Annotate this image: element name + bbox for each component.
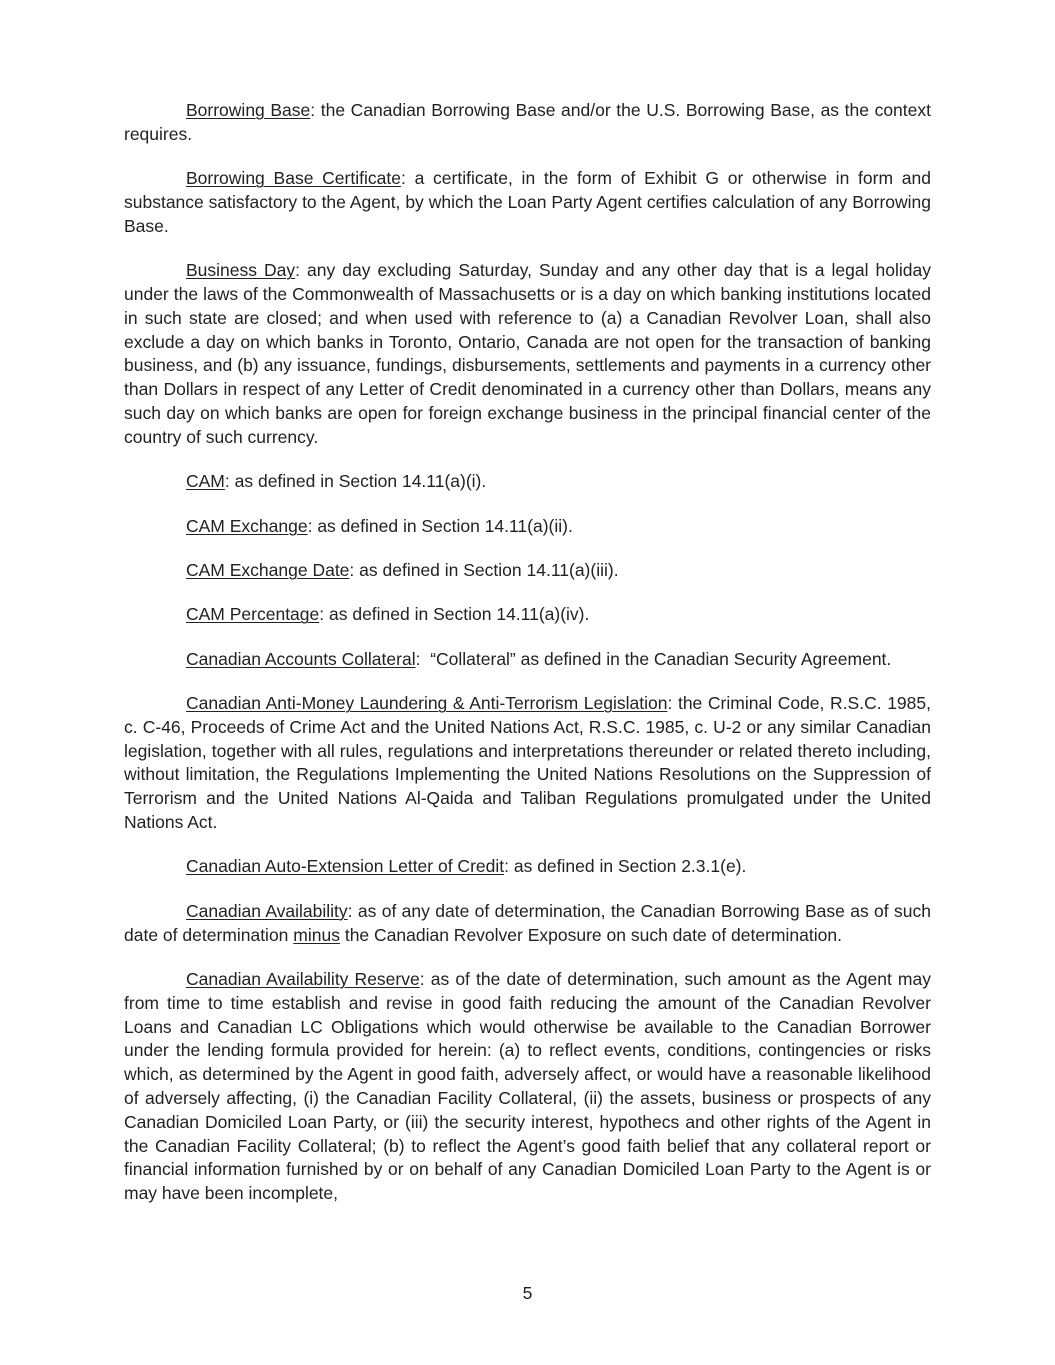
term-separator: : [295, 260, 308, 281]
definition-canadian-availability [124, 900, 931, 948]
term-separator: : [419, 969, 431, 990]
defined-term: Canadian Availability Reserve [186, 969, 420, 990]
term-separator: : [667, 693, 678, 714]
definition-text: as defined in Section 14.11(a)(i). [234, 471, 487, 492]
definition-canadian-availability-reserve [124, 968, 931, 1206]
definition-borrowing-base [124, 99, 931, 147]
definition-borrowing-base-certificate [124, 167, 931, 238]
definition-canadian-aml-legislation [124, 692, 931, 835]
term-separator: : [415, 648, 431, 669]
defined-term: CAM [186, 471, 225, 492]
defined-term: Borrowing Base [186, 100, 311, 120]
defined-term: Canadian Auto-Extension Letter of Credit [186, 856, 505, 877]
term-separator: : [504, 856, 514, 877]
definition-canadian-auto-extension-loc [124, 855, 931, 879]
definition-text: a certificate, in the form of Exhibit G or otherwise in form and substance satisfactory to the Agent, by which the Loan Party Agent certifies calculation of any Borrowing Base. [124, 168, 931, 236]
definition-text: as defined in Section 14.11(a)(iv). [329, 604, 590, 625]
term-separator: : [310, 100, 321, 120]
definition-cam-percentage [124, 603, 931, 627]
definition-canadian-accounts-collateral [124, 648, 931, 672]
definition-text: “Collateral” as defined in the Canadian Security Agreement. [430, 648, 892, 669]
defined-term: CAM Percentage [186, 604, 320, 625]
definition-text: the Criminal Code, R.S.C. 1985, c. C-46, Proceeds of Crime Act and the United Nations Act, R.S.C. 1985, c. U-2 or any similar Canadian legislation, together with all rules, regulations and interpretations thereunder or related thereto including, without limitation, the Regulations Implementing the United Nations Resolutions on the Suppression of Terrorism and the United Nations Al-Qaida and Taliban Regulations promulgated under the United Nations Act. [124, 693, 931, 833]
definition-cam-exchange-date [124, 559, 931, 583]
definition-text: any day excluding Saturday, Sunday and any other day that is a legal holiday under the laws of the Commonwealth of Massachusetts or is a day on which banking institutions located in such state are closed; and when used with reference to (a) a Canadian Revolver Loan, shall also exclude a day on which banks in Toronto, Ontario, Canada are not open for the transaction of banking business, and (b) any issuance, fundings, disbursements, settlements and payments in a currency other than Dollars in respect of any Letter of Credit denominated in a currency other than Dollars, means any such day on which banks are open for foreign exchange business in the principal financial center of the country of such currency. [124, 260, 931, 447]
defined-term: CAM Exchange [186, 515, 308, 536]
definition-text: as defined in Section 14.11(a)(iii). [359, 559, 619, 580]
definitions-list [124, 99, 931, 1227]
definition-text: the Canadian Borrowing Base and/or the U.S. Borrowing Base, as the context requires. [124, 100, 931, 144]
defined-term: Canadian Accounts Collateral [186, 648, 416, 669]
definition-text-before: as of any date of determination, the Canadian Borrowing Base as of such date of determination [124, 900, 931, 945]
term-separator: : [307, 515, 318, 536]
definition-text-after: the Canadian Revolver Exposure on such date of determination. [339, 924, 842, 945]
definition-text: as of the date of determination, such amount as the Agent may from time to time establish and revise in good faith reducing the amount of the Canadian Revolver Loans and Canadian LC Obligations which would otherwise be available to the Canadian Borrower under the lending formula provided for herein: (a) to reflect events, conditions, contingencies or risks which, as determined by the Agent in good faith, adversely affect, or would have a reasonable likelihood of adversely affecting, (i) the Canadian Facility Collateral, (ii) the assets, business or prospects of any Canadian Domiciled Loan Party, or (iii) the security interest, hypothecs and other rights of the Agent in the Canadian Facility Collateral; (b) to reflect the Agent’s good faith belief that any collateral report or financial information furnished by or on behalf of any Canadian Domiciled Loan Party to the Agent is or may have been incomplete, [124, 969, 931, 1204]
defined-term: Canadian Anti-Money Laundering & Anti-Terrorism Legislation [186, 693, 668, 714]
term-separator: : [347, 900, 358, 921]
defined-term: CAM Exchange Date [186, 559, 350, 580]
defined-term: Canadian Availability [186, 900, 348, 921]
term-separator: : [319, 604, 329, 625]
term-separator: : [349, 559, 360, 580]
defined-term: Business Day [186, 260, 296, 281]
definition-text: as defined in Section 2.3.1(e). [513, 856, 747, 877]
defined-term: Borrowing Base Certificate [186, 168, 401, 189]
definition-text: as defined in Section 14.11(a)(ii). [317, 515, 573, 536]
definition-cam [124, 470, 931, 494]
term-separator: : [224, 471, 235, 492]
definition-text-emphasis: minus [293, 924, 340, 945]
definition-cam-exchange [124, 515, 931, 539]
page-number: 5 [522, 1283, 533, 1303]
term-separator: : [400, 168, 415, 189]
definition-business-day [124, 259, 931, 449]
